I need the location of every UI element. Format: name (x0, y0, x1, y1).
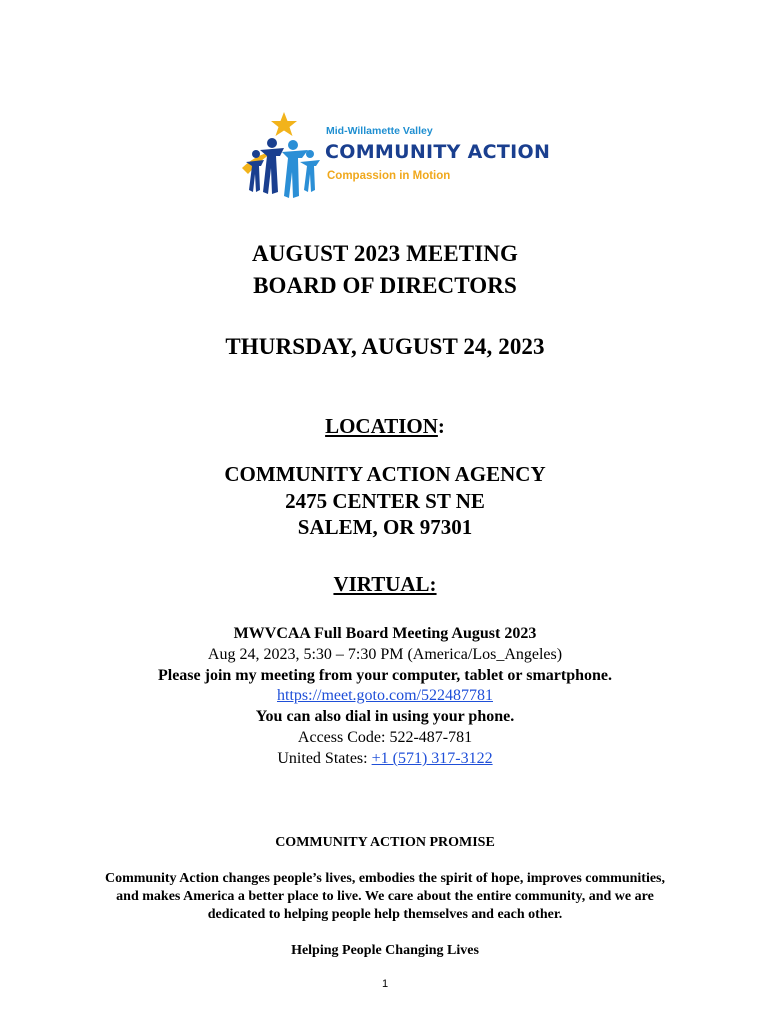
logo-region-text: Mid-Willamette Valley (326, 125, 433, 137)
virtual-access-code: Access Code: 522-487-781 (297, 729, 473, 746)
board-title: BOARD OF DIRECTORS (253, 273, 517, 298)
virtual-heading: VIRTUAL: (333, 572, 437, 596)
virtual-dial-text: You can also dial in using your phone. (255, 708, 515, 725)
promise-text-line-1: Community Action changes people’s lives, embodies the spirit of hope, improves communities, (105, 871, 665, 886)
promise-text-line-3: dedicated to helping people help themselves and each other. (207, 907, 563, 922)
people-star-icon (238, 110, 328, 202)
location-heading-colon: : (437, 414, 445, 438)
logo-name-text: COMMUNITY ACTION (325, 141, 551, 163)
promise-text-line-2: and makes America a better place to live. We care about the entire community, and we are (116, 889, 654, 904)
location-street: 2475 CENTER ST NE (285, 489, 485, 513)
virtual-phone-row (0, 750, 770, 768)
us-phone-label: United States: (277, 750, 372, 767)
meeting-title: AUGUST 2023 MEETING (251, 241, 519, 266)
promise-heading: COMMUNITY ACTION PROMISE (275, 835, 495, 850)
virtual-meeting-name: MWVCAA Full Board Meeting August 2023 (233, 625, 537, 642)
virtual-join-row (0, 687, 770, 705)
promise-slogan: Helping People Changing Lives (291, 943, 479, 958)
page-number: 1 (381, 978, 389, 990)
logo-tagline-text: Compassion in Motion (327, 170, 451, 182)
location-heading-label: LOCATION (325, 414, 438, 438)
virtual-join-text: Please join my meeting from your computer, tablet or smartphone. (157, 667, 612, 684)
location-name: COMMUNITY ACTION AGENCY (224, 462, 546, 486)
meeting-url-link[interactable]: https://meet.goto.com/522487781 (277, 687, 493, 704)
us-phone-link[interactable]: +1 (571) 317-3122 (371, 750, 493, 767)
location-heading (0, 414, 770, 439)
star-icon (271, 112, 297, 136)
virtual-meeting-time: Aug 24, 2023, 5:30 – 7:30 PM (America/Los_Angeles) (207, 646, 563, 663)
location-city: SALEM, OR 97301 (297, 515, 473, 539)
meeting-date: THURSDAY, AUGUST 24, 2023 (225, 334, 545, 359)
organization-logo (238, 110, 551, 202)
